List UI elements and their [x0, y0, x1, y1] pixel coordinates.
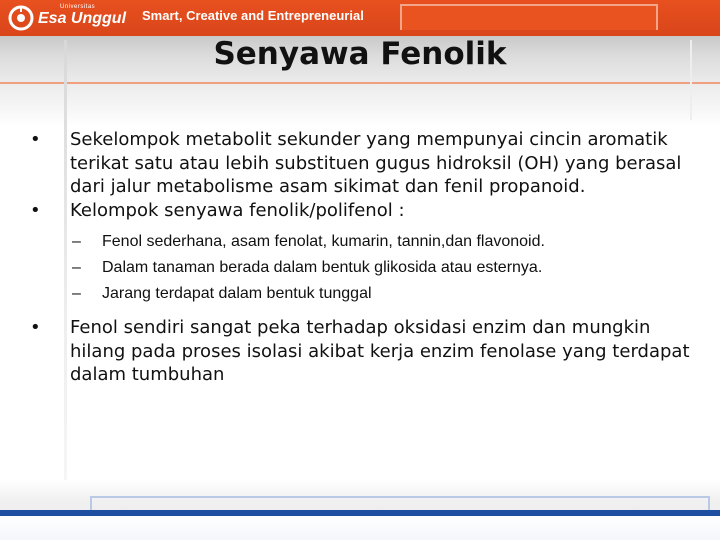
- logo-text: [38, 4, 127, 28]
- slide-title: Senyawa Fenolik: [213, 36, 507, 72]
- sub-bullet-text: Fenol sederhana, asam fenolat, kumarin, tannin,dan flavonoid.: [102, 233, 545, 250]
- sub-bullet-item: [28, 255, 698, 281]
- sub-bullet-item: [28, 229, 698, 255]
- header-band: [0, 0, 720, 36]
- sub-bullet-text: Dalam tanaman berada dalam bentuk glikosida atau esternya.: [102, 259, 543, 276]
- logo-small-text: Universitas: [60, 4, 96, 10]
- sub-bullet-list: [28, 229, 698, 307]
- bullet-marker: •: [30, 199, 41, 221]
- logo-name: Esa Unggul: [38, 10, 127, 27]
- sub-bullet-text: Jarang terdapat dalam bentuk tunggal: [102, 285, 372, 302]
- sub-bullet-item: [28, 281, 698, 307]
- bullet-marker: •: [30, 129, 41, 150]
- bullet-item: [28, 128, 698, 199]
- tagline: Smart, Creative and Entrepreneurial: [142, 8, 364, 23]
- header-frame: [400, 4, 658, 30]
- bullet-text: Sekelompok metabolit sekunder yang mempunyai cincin aromatik terikat satu atau lebih substituen gugus hidroksil (OH) yang berasal dari jalur metabolisme asam sikimat dan fenil propanoid.: [70, 129, 682, 197]
- sub-bullet-marker: –: [72, 285, 81, 302]
- slide-content: [28, 128, 698, 387]
- bullet-text: Kelompok senyawa fenolik/polifenol :: [70, 199, 405, 221]
- title-rule: [0, 82, 720, 84]
- logo-emblem-icon: [8, 5, 34, 31]
- footer-bottom: [0, 516, 720, 540]
- bullet-text: Fenol sendiri sangat peka terhadap oksidasi enzim dan mungkin hilang pada proses isolasi akibat kerja enzim fenolase yang terdapat dalam tumbuhan: [70, 317, 690, 385]
- bullet-item: [28, 316, 698, 387]
- sub-bullet-marker: –: [72, 259, 81, 276]
- university-logo: [8, 4, 126, 32]
- sub-bullet-marker: –: [72, 233, 81, 250]
- bullet-item: [28, 199, 698, 223]
- bullet-marker: •: [30, 317, 41, 338]
